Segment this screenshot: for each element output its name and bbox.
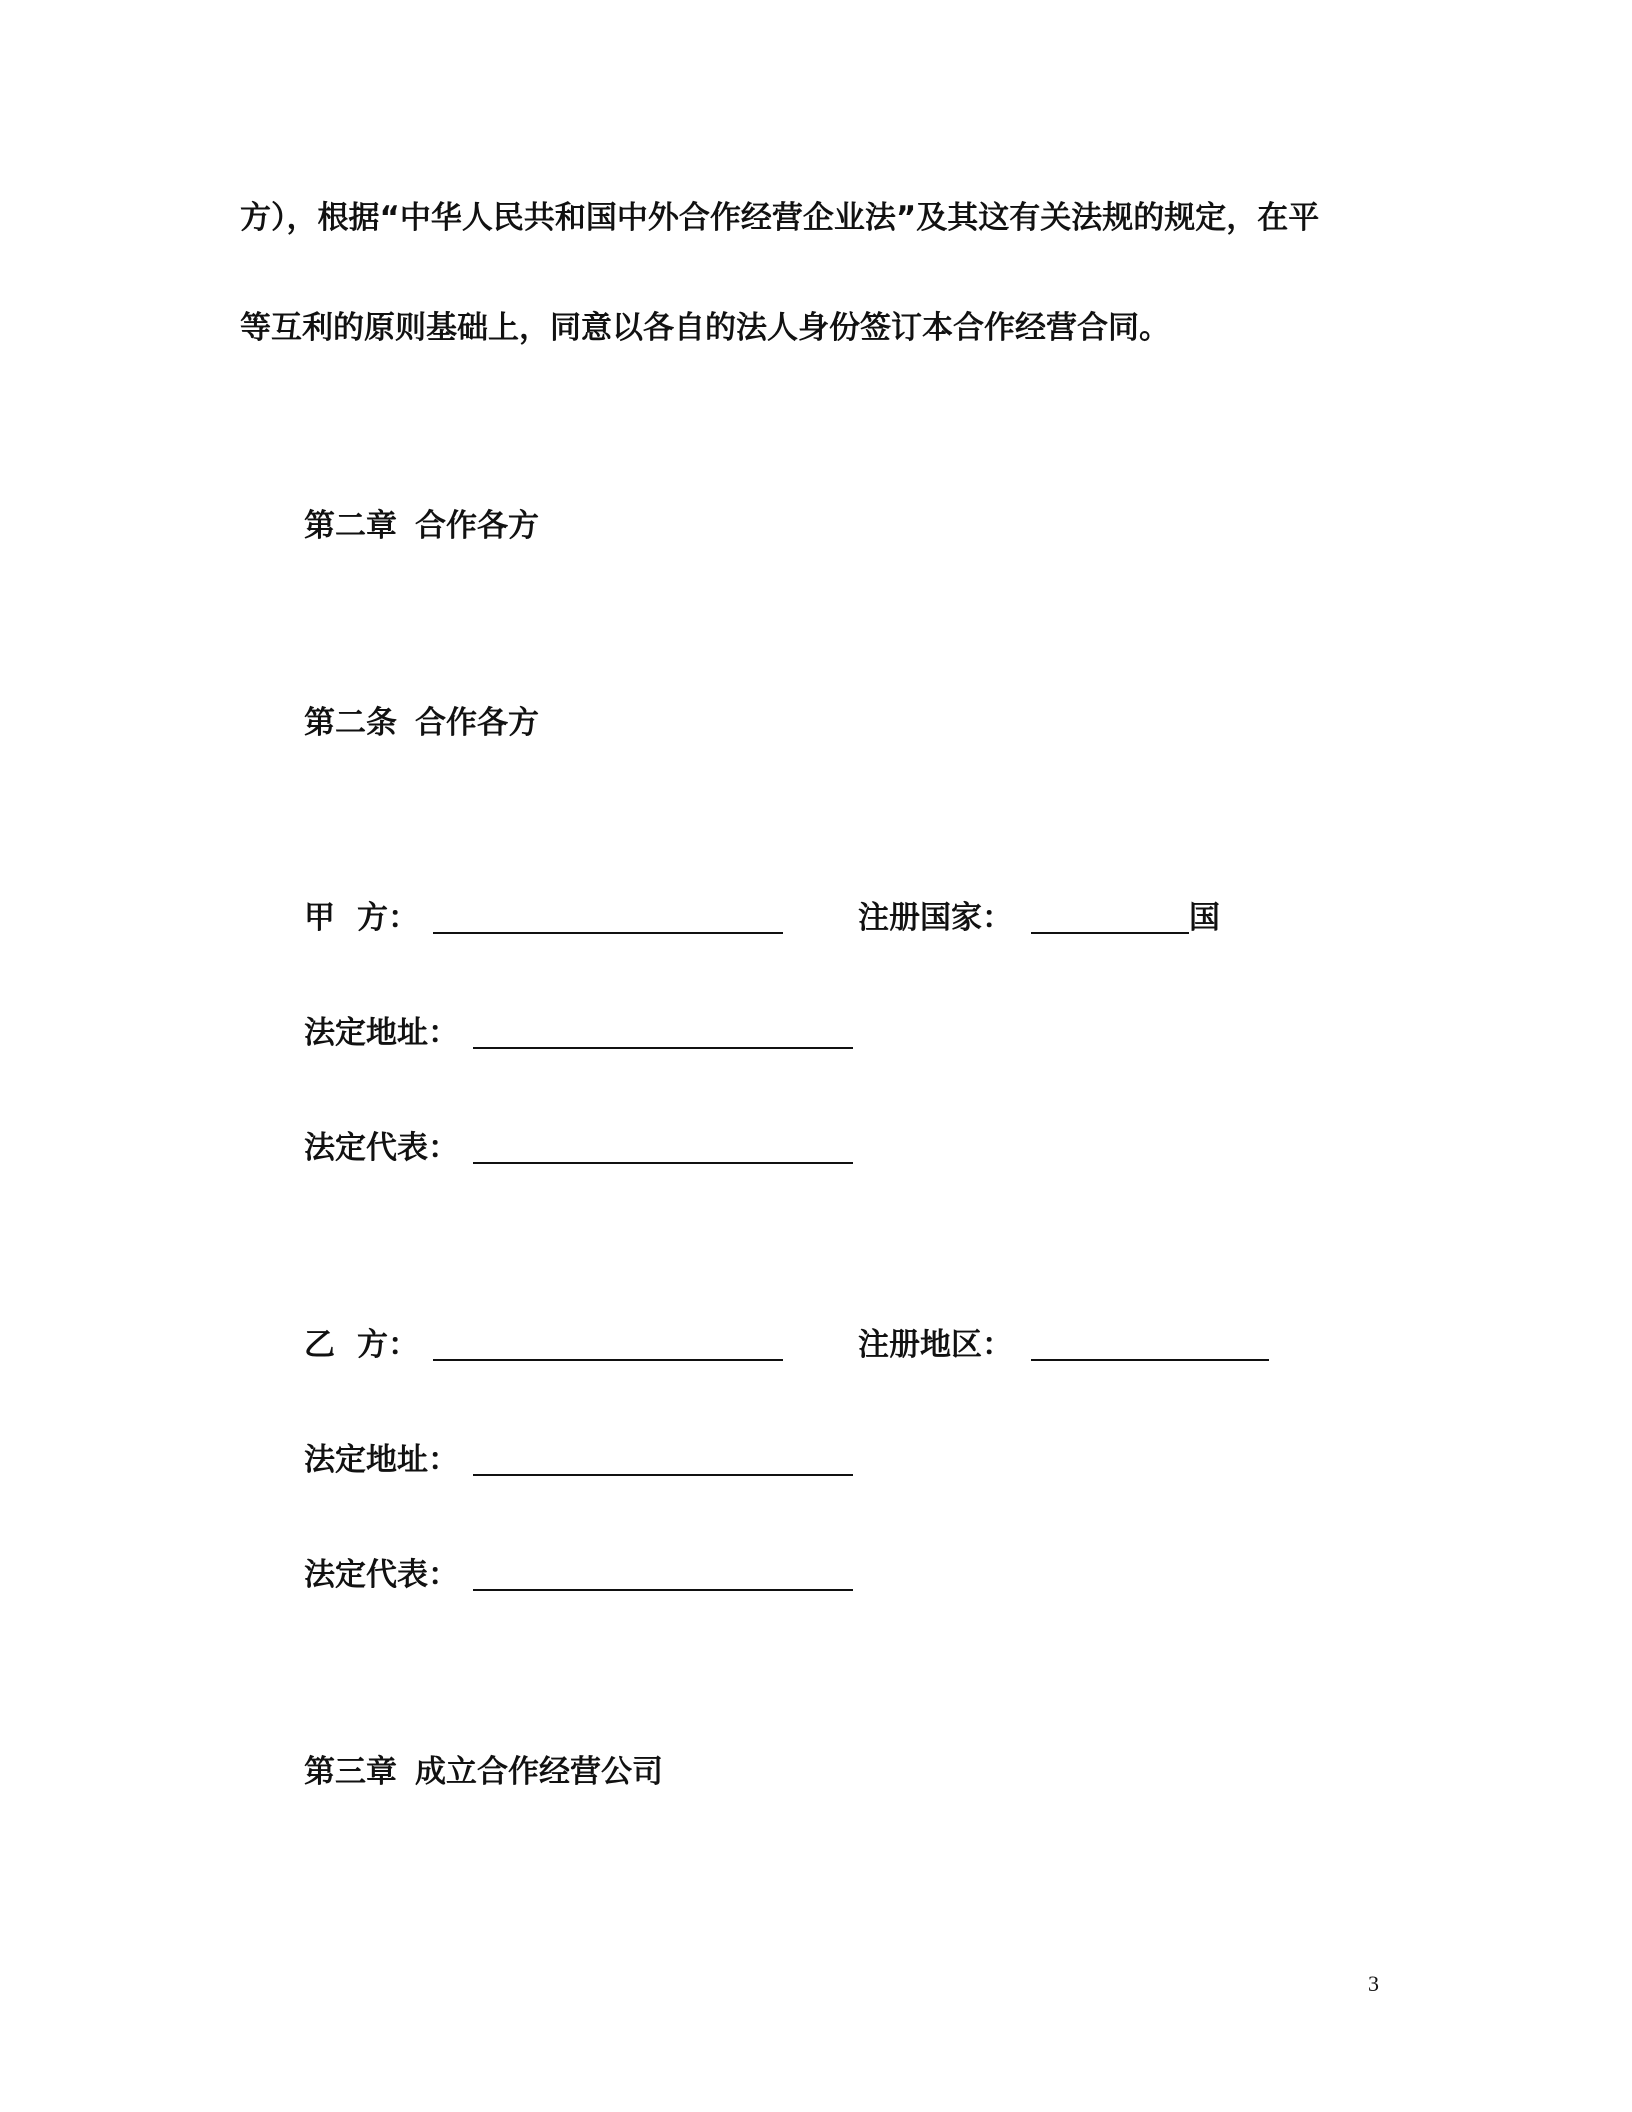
party-b-region-field [858,1325,1269,1365]
party-a-name-label: 甲 方： [304,900,419,936]
chapter-3-heading [304,1752,663,1792]
party-a-country-field [858,898,1220,938]
party-b-region-blank[interactable] [1031,1325,1269,1361]
chapter-3-number: 第三章 [304,1754,397,1790]
page-number: 3 [1368,1971,1379,1996]
party-a-address-label: 法定地址： [304,1015,459,1051]
party-b-rep-label: 法定代表： [304,1557,459,1593]
chapter-2-title: 合作各方 [415,508,539,544]
intro-line-1: 方），根据“中华人民共和国中外合作经营企业法”及其这有关法规的规定，在平 [240,200,1320,236]
party-b-region-label: 注册地区： [858,1327,1013,1363]
party-b-address-blank[interactable] [473,1440,853,1476]
party-a-rep-blank[interactable] [473,1128,853,1164]
party-b-rep-blank[interactable] [473,1555,853,1591]
party-a-address-field [304,1013,853,1053]
party-a-country-label: 注册国家： [858,900,1013,936]
party-a-address-blank[interactable] [473,1013,853,1049]
party-a-name-blank[interactable] [433,898,783,934]
party-b-address-field [304,1440,853,1480]
article-2-title: 合作各方 [415,705,539,741]
party-a-rep-label: 法定代表： [304,1130,459,1166]
party-b-address-label: 法定地址： [304,1442,459,1478]
party-b-name-blank[interactable] [433,1325,783,1361]
party-a-name-field [304,898,783,938]
chapter-2-number: 第二章 [304,508,397,544]
party-a-country-suffix: 国 [1189,900,1220,936]
party-b-name-field [304,1325,783,1365]
party-b-rep-field [304,1555,853,1595]
article-2-number: 第二条 [304,705,397,741]
chapter-3-title: 成立合作经营公司 [415,1754,663,1790]
chapter-2-heading [304,506,539,546]
intro-line-2: 等互利的原则基础上，同意以各自的法人身份签订本合作经营合同。 [240,310,1170,346]
party-a-country-blank[interactable] [1031,898,1189,934]
party-b-name-label: 乙 方： [304,1327,419,1363]
article-2-heading [304,703,539,743]
party-a-rep-field [304,1128,853,1168]
